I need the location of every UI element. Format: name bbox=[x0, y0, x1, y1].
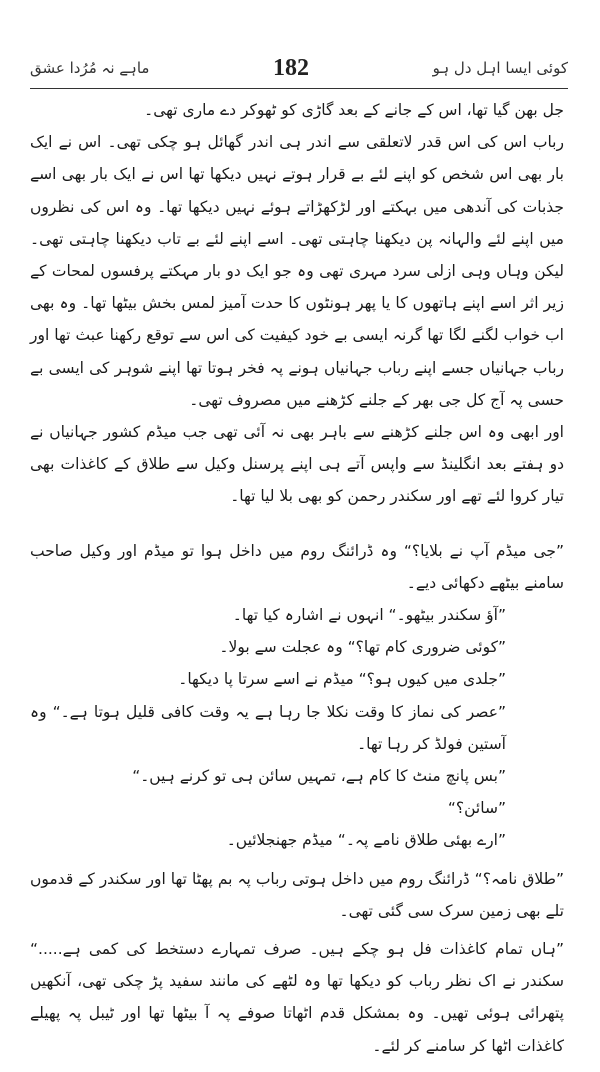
paragraph: جل بھن گیا تھا، اس کے جانے کے بعد گاڑی کو ٹھوکر دے ماری تھی۔ bbox=[144, 101, 564, 119]
dialogue-line: ”ارے بھئی طلاق نامے پہ۔“ میڈم جھنجلائیں۔ bbox=[226, 831, 506, 850]
dialogue-line: ”عصر کی نماز کا وقت نکلا جا رہا ہے یہ وقت کافی قلیل ہوتا ہے۔“ وہ آستین فولڈ کر رہا تھا۔ bbox=[30, 702, 506, 753]
paragraph: ”جی میڈم آپ نے بلایا؟“ وہ ڈرائنگ روم میں داخل ہوا تو میڈم اور وکیل صاحب سامنے بیٹھے دکھائی دیے۔ bbox=[30, 541, 564, 592]
chapter-title-right: کوئی ایسا اہل دل ہو bbox=[432, 59, 568, 77]
dialogue-line: ”آؤ سکندر بیٹھو۔“ انہوں نے اشارہ کیا تھا۔ bbox=[232, 606, 506, 625]
dialogue-line: ”بس پانچ منٹ کا کام ہے، تمہیں سائن ہی تو کرنے ہیں۔“ bbox=[132, 767, 506, 786]
paragraph: رباب اس کی اس قدر لاتعلقی سے اندر ہی اندر گھائل ہو چکی تھی۔ اس نے ایک بار بھی اس شخص کو اپنے لئے بے قرار ہوتے نہیں دیکھا تھا اس نے ایک بار بھی اسے جذبات کی آندھی میں بہکتے اور لڑکھڑاتے ہوئے نہیں دیکھا تھا۔ وہ اس کی نظروں میں اپنے لئے والہانہ پن دیکھنا چاہتی تھی۔ اسے اپنے لئے بے تاب دیکھنا چاہتی تھی۔ لیکن وہاں وہی ازلی سرد مہری تھی وہ جو ایک دو بار مہکتے پرفسوں لمحات کے زیر اثر اسے اپنے ہاتھوں کا یا پھر ہونٹوں کا حدت آمیز لمس بخش بیٹھا تھا۔ وہ بھی اب خواب لگنے لگا تھا گرنہ ایسی بے خود کیفیت کی اس سے توقع رکھنا عبث تھا اور رباب جہانیاں جسے اپنے رباب جہانیاں ہونے پہ فخر ہوتا تھا اپنے شوہر کی ایسی بے حسی پہ آج کل جی بھر کے جلنے کڑھنے میں مصروف تھی۔ bbox=[30, 133, 564, 409]
dialogue-line: ”جلدی میں کیوں ہو؟“ میڈم نے اسے سرتا پا دیکھا۔ bbox=[178, 670, 506, 689]
page-body bbox=[30, 94, 564, 1055]
dialogue-line: ”سائن؟“ bbox=[447, 799, 506, 818]
paragraph: ”ہاں تمام کاغذات فل ہو چکے ہیں۔ صرف تمہارے دستخط کی کمی ہے.....“ سکندر نے اک نظر رباب کو دیکھا تھا وہ لٹھے کی مانند سفید پڑ چکی تھی، آنکھیں پتھرائی ہوئی تھیں۔ وہ بمشکل قدم اٹھاتا صوفے پہ آ بیٹھا تھا اور ٹیبل پہ پھیلے کاغذات اٹھا کر سامنے کر لئے۔ bbox=[30, 940, 564, 1055]
book-title-left: ماہے نہ مُرُدا عشق bbox=[30, 59, 150, 77]
page-number: 182 bbox=[273, 54, 310, 81]
dialogue-line: ”کوئی ضروری کام تھا؟“ وہ عجلت سے بولا۔ bbox=[219, 638, 506, 657]
header-divider bbox=[30, 88, 568, 89]
running-header bbox=[30, 48, 568, 88]
paragraph: اور ابھی وہ اس جلنے کڑھنے سے باہر بھی نہ آئی تھی جب میڈم کشور جہانیاں نے دو ہفتے بعد انگلینڈ سے واپس آتے ہی اپنے پرسنل وکیل سے طلاق کے کاغذات بھی تیار کروا لئے تھے اور سکندر رحمن کو بھی بلا لیا تھا۔ bbox=[30, 423, 564, 506]
paragraph: ”طلاق نامہ؟“ ڈرائنگ روم میں داخل ہوتی رباب پہ بم پھٹا تھا اور سکندر کے قدموں تلے بھی زمین سرک سی گئی تھی۔ bbox=[30, 869, 564, 920]
